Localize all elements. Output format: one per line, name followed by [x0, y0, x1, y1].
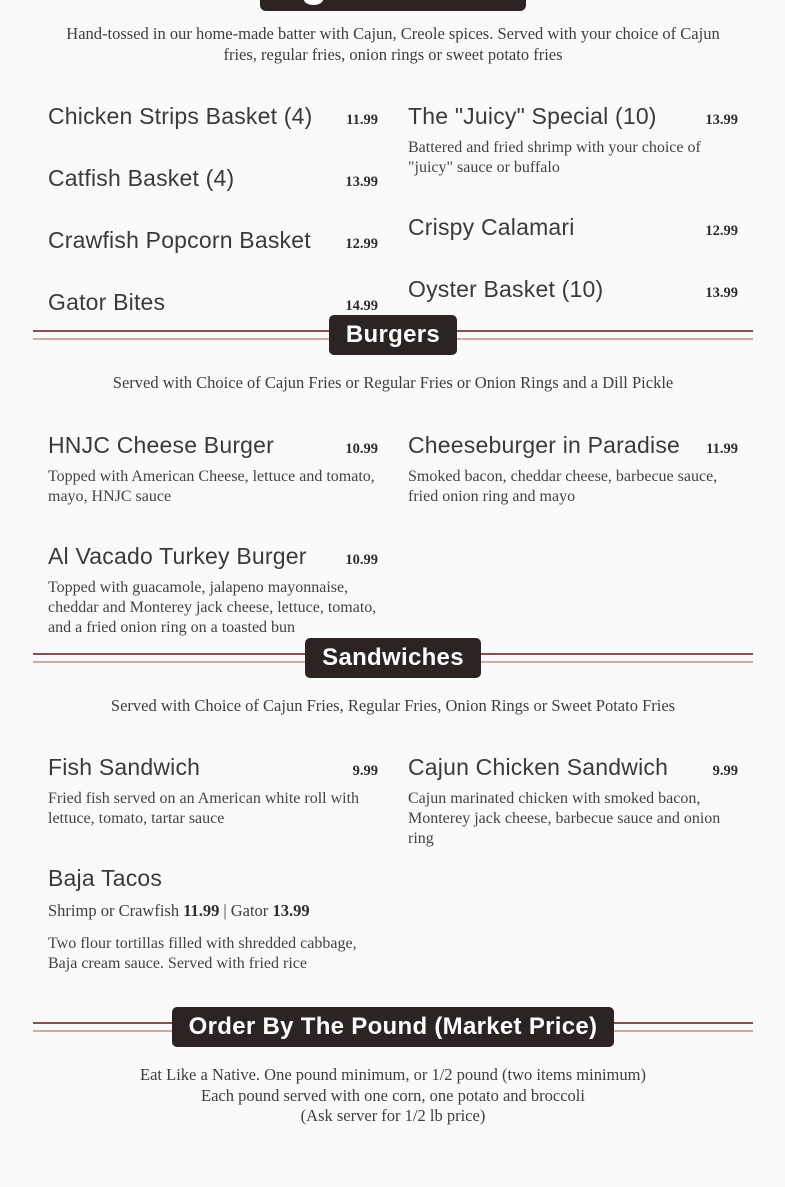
- item-row: [48, 865, 378, 891]
- item-row: [408, 214, 738, 240]
- menu-item: [48, 543, 378, 638]
- menu-item: [408, 432, 738, 507]
- burgers-left-column: [48, 432, 378, 638]
- item-name: Catfish Basket (4): [48, 165, 235, 191]
- item-row: [408, 754, 738, 780]
- variant-label: Shrimp or Crawfish: [48, 901, 180, 920]
- item-row: [48, 754, 378, 780]
- item-name: HNJC Cheese Burger: [48, 431, 275, 458]
- menu-item: [48, 432, 378, 507]
- item-row: [408, 276, 738, 302]
- item-name: Oyster Basket (10): [408, 276, 604, 302]
- burgers-section-title: Burgers: [329, 315, 457, 355]
- menu-item: [408, 276, 738, 302]
- baskets-right-column: [408, 103, 738, 315]
- variant-separator: |: [223, 901, 227, 920]
- item-description: Topped with American Cheese, lettuce and tomato, mayo, HNJC sauce: [48, 467, 375, 505]
- burgers-section-intro: Served with Choice of Cajun Fries or Regular Fries or Onion Rings and a Dill Pickle: [112, 373, 674, 392]
- item-row: [408, 103, 738, 129]
- item-description: Two flour tortillas filled with shredded cabbage, Baja cream sauce. Served with fried rice: [48, 935, 357, 972]
- sandwiches-section-divider: [33, 638, 753, 678]
- item-row: [48, 289, 378, 315]
- variant-price: 13.99: [272, 901, 310, 920]
- sandwiches-items-grid: [48, 754, 738, 1007]
- menu-item: [408, 754, 738, 849]
- item-name: Cajun Chicken Sandwich: [408, 754, 669, 780]
- item-name: Crispy Calamari: [408, 214, 575, 240]
- item-price: 9.99: [352, 763, 378, 779]
- item-description: Topped with guacamole, jalapeno mayonnaise, cheddar and Monterey jack cheese, lettuce, tomato, and a fried onion ring on a toasted bun: [48, 578, 377, 636]
- pound-note-line: Eat Like a Native. One pound minimum, or 1/2 pound (two items minimum): [140, 1065, 646, 1084]
- item-name: Al Vacado Turkey Burger: [48, 542, 307, 569]
- item-name: Baja Tacos: [48, 865, 163, 891]
- sandwiches-section-title: Sandwiches: [305, 638, 481, 678]
- item-description: Smoked bacon, cheddar cheese, barbecue sauce, fried onion ring and mayo: [408, 467, 718, 505]
- sandwiches-left-column: [48, 754, 378, 1007]
- item-description: Battered and fried shrimp with your choice of "juicy" sauce or buffalo: [408, 139, 701, 176]
- item-row: [48, 165, 378, 191]
- item-price: 12.99: [705, 223, 738, 239]
- item-name: Cheeseburger in Paradise: [408, 431, 681, 458]
- menu-item: [408, 103, 738, 178]
- pound-section-note: [48, 1065, 738, 1127]
- menu-item: [48, 165, 378, 191]
- item-description: Cajun marinated chicken with smoked bacon, Monterey jack cheese, barbecue sauce and onion ring: [408, 790, 721, 847]
- item-variant-price-line: [48, 900, 378, 921]
- pound-note-line: Each pound served with one corn, one potato and broccoli: [201, 1085, 585, 1105]
- baskets-items-grid: [48, 103, 738, 315]
- item-price: 9.99: [712, 763, 738, 779]
- variant-price: 11.99: [183, 901, 220, 920]
- item-name: Crawfish Popcorn Basket: [48, 227, 311, 253]
- item-row: [48, 227, 378, 253]
- pound-section-title: Order By The Pound (Market Price): [172, 1007, 615, 1047]
- menu-item: [48, 103, 378, 129]
- item-price: 11.99: [346, 112, 378, 128]
- item-name: The "Juicy" Special (10): [408, 103, 657, 129]
- menu-item: [48, 865, 378, 974]
- burgers-right-column: [408, 432, 738, 638]
- item-row: [48, 103, 378, 129]
- item-price: 10.99: [345, 551, 378, 568]
- item-price: 10.99: [345, 440, 378, 457]
- item-price: 12.99: [345, 236, 378, 252]
- item-row: [48, 543, 378, 569]
- sandwiches-section-intro: Served with Choice of Cajun Fries, Regular Fries, Onion Rings or Sweet Potato Fries: [110, 695, 676, 715]
- item-name: Fish Sandwich: [48, 754, 201, 780]
- item-price: 11.99: [706, 440, 738, 457]
- menu-item: [408, 214, 738, 240]
- burgers-items-grid: [48, 432, 738, 638]
- menu-item: [48, 289, 378, 315]
- item-price: 13.99: [345, 174, 378, 190]
- item-name: Chicken Strips Basket (4): [48, 103, 313, 129]
- menu-item: [48, 227, 378, 253]
- item-row: [48, 432, 378, 458]
- burgers-section-divider: [33, 315, 753, 355]
- pound-note-line: (Ask server for 1/2 lb price): [300, 1106, 486, 1125]
- item-description: Fried fish served on an American white roll with lettuce, tomato, tartar sauce: [48, 790, 360, 827]
- item-price: 13.99: [705, 112, 738, 128]
- menu-item: [48, 754, 378, 829]
- baskets-section-intro: Hand-tossed in our home-made batter with Cajun, Creole spices. Served with your choice of Cajun fries, regular fries, onion rings or sweet potato fries: [66, 24, 720, 64]
- item-price: 14.99: [345, 298, 378, 314]
- item-price: 13.99: [705, 285, 738, 301]
- variant-label: Gator: [230, 901, 269, 920]
- pound-section-divider: [33, 1007, 753, 1047]
- baskets-left-column: [48, 103, 378, 315]
- item-row: [408, 432, 738, 458]
- item-name: Gator Bites: [48, 289, 166, 315]
- sandwiches-right-column: [408, 754, 738, 1007]
